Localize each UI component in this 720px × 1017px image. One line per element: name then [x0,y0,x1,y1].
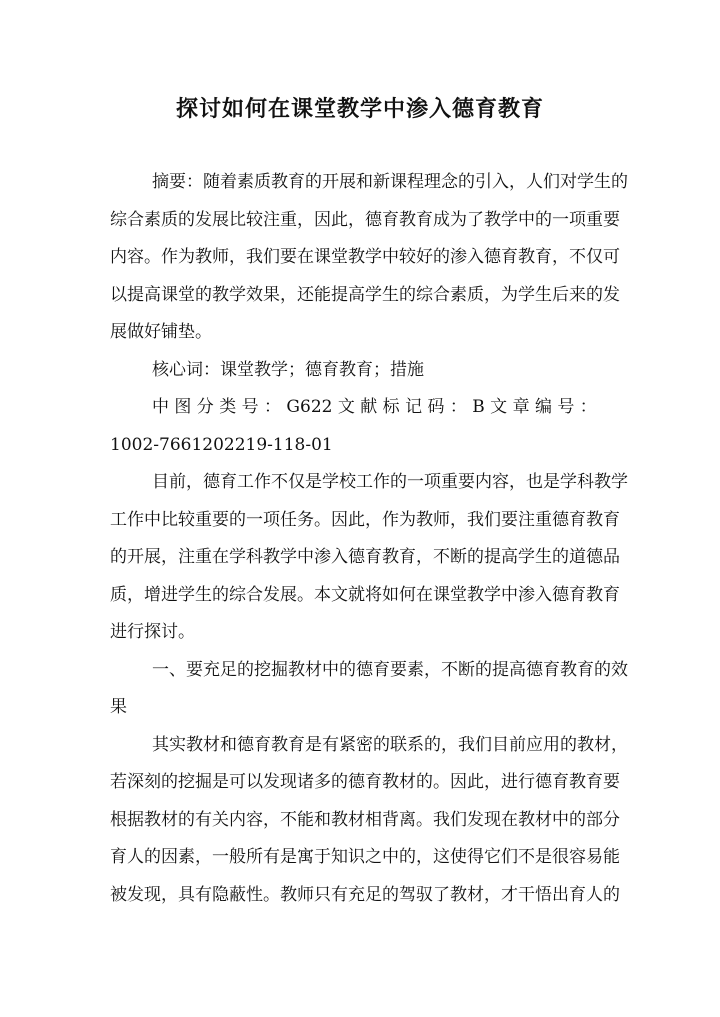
text-line: 展做好铺垫。 [110,322,212,342]
text-line: 被发现，具有隐蔽性。教师只有充足的驾驭了教材，才干悟出育人的 [110,884,620,905]
text-line: 一、要充足的挖掘教材中的德育要素，不断的提高德育教育的效 [152,659,628,680]
document-title: 探讨如何在课堂教学中渗入德育教育 [175,96,544,122]
text-line: 以提高课堂的教学效果，还能提高学生的综合素质，为学生后来的发 [110,284,620,305]
text-line: 目前，德育工作不仅是学校工作的一项重要内容，也是学科教学 [152,472,628,492]
text-line: 其实教材和德育教育是有紧密的联系的，我们目前应用的教材， [152,734,628,755]
text-line: 进行探讨。 [110,622,195,642]
text-line: 果 [110,697,127,717]
text-line: 若深刻的挖掘是可以发现诸多的德育教材的。因此，进行德育教育要 [110,772,620,792]
text-line: 的开展，注重在学科教学中渗入德育教育，不断的提高学生的道德品 [110,547,620,567]
text-line: 育人的因素，一般所有是寓于知识之中的，这使得它们不是很容易能 [110,847,620,867]
text-line: 工作中比较重要的一项任务。因此，作为教师，我们要注重德育教育 [110,509,620,530]
text-line: 内容。作为教师，我们要在课堂教学中较好的渗入德育教育，不仅可 [110,247,620,267]
text-line: 摘要：随着素质教育的开展和新课程理念的引入，人们对学生的 [152,172,628,192]
text-line: 中 图 分 类 号 ： G622 文 献 标 记 码 ： B 文 章 编 号 ： [152,397,597,417]
text-line: 核心词：课堂教学；德育教育；措施 [152,359,424,380]
text-line: 根据教材的有关内容，不能和教材相背离。我们发现在教材中的部分 [110,809,620,830]
text-line: 1002-7661202219-118-01 [110,434,333,455]
text-line: 综合素质的发展比较注重，因此，德育教育成为了教学中的一项重要 [110,209,620,230]
text-line: 质，增进学生的综合发展。本文就将如何在课堂教学中渗入德育教育 [110,584,620,605]
